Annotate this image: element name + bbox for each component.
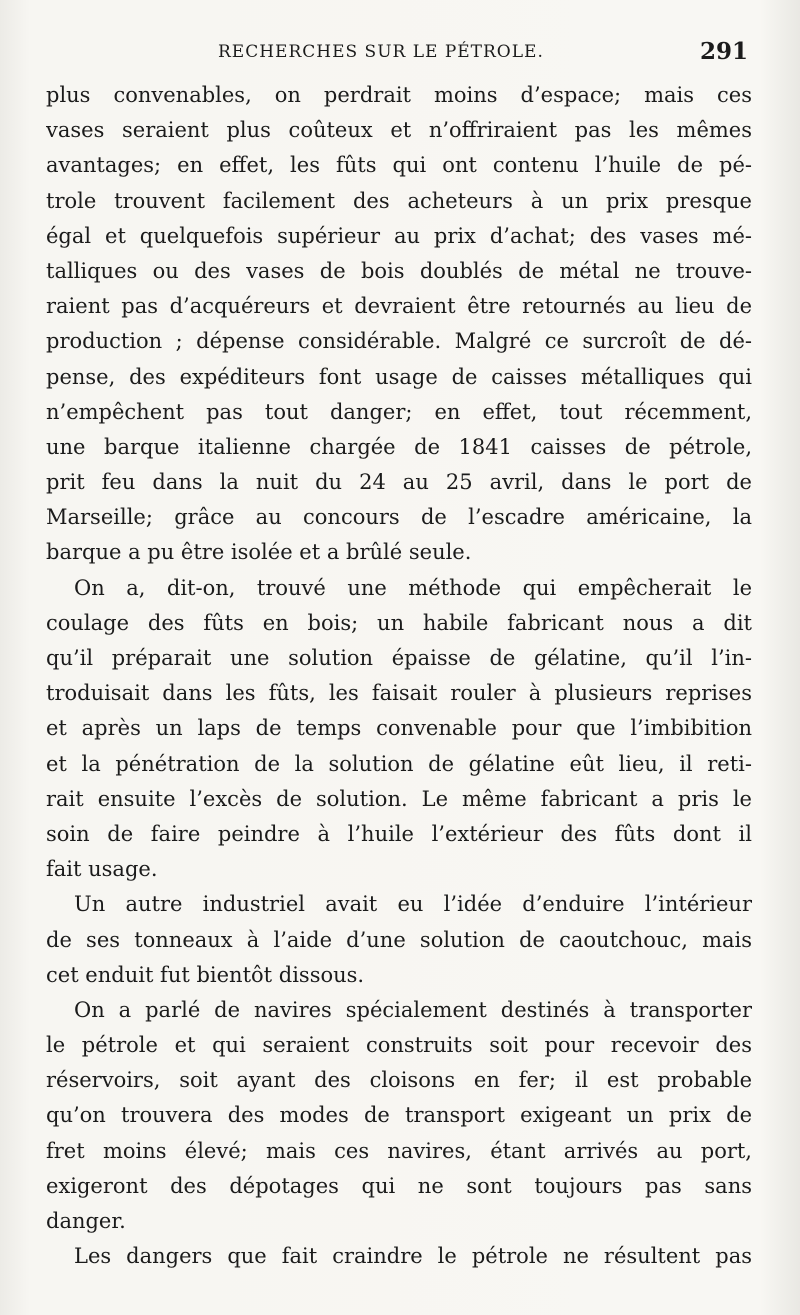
body-text: [46, 78, 752, 1274]
text-line: qu’on trouvera des modes de transport exigeant un prix de: [46, 1103, 752, 1128]
text-line: troduisait dans les fûts, les faisait rouler à plusieurs reprises: [46, 681, 752, 706]
text-line: qu’il préparait une solution épaisse de gélatine, qu’il l’in-: [46, 646, 752, 670]
text-line: coulage des fûts en bois; un habile fabricant nous a dit: [46, 610, 752, 635]
text-line: trole trouvent facilement des acheteurs à un prix presque: [46, 188, 752, 213]
text-line: pense, des expéditeurs font usage de caisses métalliques qui: [46, 364, 752, 389]
page-header: [48, 38, 748, 70]
text-line: danger.: [46, 1209, 126, 1233]
page-number: 291: [699, 38, 748, 65]
text-line: le pétrole et qui seraient construits soit pour recevoir des: [46, 1033, 752, 1058]
text-line: talliques ou des vases de bois doublés de métal ne trouve-: [46, 258, 752, 283]
text-line: réservoirs, soit ayant des cloisons en fer; il est probable: [46, 1068, 752, 1093]
text-line: plus convenables, on perdrait moins d’espace; mais ces: [46, 83, 752, 107]
text-line: avantages; en effet, les fûts qui ont contenu l’huile de pé-: [46, 153, 752, 178]
text-line: n’empêchent pas tout danger; en effet, tout récemment,: [46, 399, 752, 424]
text-line: vases seraient plus coûteux et n’offriraient pas les mêmes: [46, 118, 752, 143]
text-line: cet enduit fut bientôt dissous.: [46, 962, 365, 987]
text-line: fret moins élevé; mais ces navires, étant arrivés au port,: [46, 1138, 752, 1163]
running-title: RECHERCHES SUR LE PÉTROLE.: [218, 42, 544, 62]
text-line: rait ensuite l’excès de solution. Le même fabricant a pris le: [46, 786, 752, 811]
text-line: On a, dit-on, trouvé une méthode qui empêcherait le: [74, 575, 752, 600]
text-line: production ; dépense considérable. Malgré ce surcroît de dé-: [46, 329, 752, 354]
text-line: une barque italienne chargée de 1841 caisses de pétrole,: [46, 434, 752, 459]
text-line: raient pas d’acquéreurs et devraient être retournés au lieu de: [46, 294, 752, 319]
text-line: et après un laps de temps convenable pour que l’imbibition: [46, 716, 752, 741]
text-line: Marseille; grâce au concours de l’escadre américaine, la: [46, 505, 752, 530]
text-line: prit feu dans la nuit du 24 au 25 avril, dans le port de: [46, 470, 752, 495]
text-line: Les dangers que fait craindre le pétrole ne résultent pas: [74, 1244, 752, 1269]
text-line: exigeront des dépotages qui ne sont toujours pas sans: [46, 1173, 752, 1198]
text-line: Un autre industriel avait eu l’idée d’enduire l’intérieur: [74, 892, 752, 917]
text-line: de ses tonneaux à l’aide d’une solution de caoutchouc, mais: [46, 927, 752, 952]
text-line: On a parlé de navires spécialement destinés à transporter: [74, 997, 752, 1022]
text-line: barque a pu être isolée et a brûlé seule.: [46, 540, 472, 565]
text-line: et la pénétration de la solution de gélatine eût lieu, il reti-: [46, 751, 752, 776]
text-line: fait usage.: [46, 857, 158, 882]
text-line: égal et quelquefois supérieur au prix d’achat; des vases mé-: [46, 223, 752, 248]
text-line: soin de faire peindre à l’huile l’extérieur des fûts dont il: [46, 821, 752, 846]
